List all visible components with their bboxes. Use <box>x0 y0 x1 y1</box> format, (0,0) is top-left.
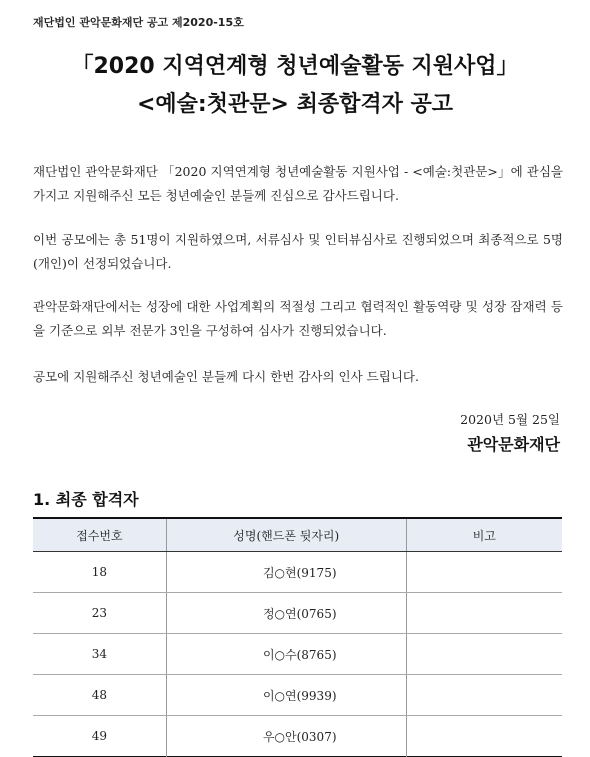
table-row <box>33 593 562 634</box>
note-cell <box>406 634 562 675</box>
paragraph-2: 이번 공모에는 총 51명이 지원하였으며, 서류심사 및 인터뷰심사로 진행되었으며 최종적으로 5명(개인)이 선정되었습니다. <box>33 232 563 271</box>
receipt-number-cell: 18 <box>33 552 166 593</box>
finalist-table <box>33 517 562 757</box>
header-receipt-number: 접수번호 <box>33 518 166 552</box>
name-cell: 김○현(9175) <box>166 552 406 593</box>
table-row <box>33 552 562 593</box>
receipt-number-cell: 34 <box>33 634 166 675</box>
header-note: 비고 <box>406 518 562 552</box>
header-name: 성명(핸드폰 뒷자리) <box>166 518 406 552</box>
title-line-1: 「2020 지역연계형 청년예술활동 지원사업」 <box>71 54 519 79</box>
notice-number: 재단법인 관악문화재단 공고 제2020-15호 <box>33 16 244 29</box>
receipt-number-cell: 23 <box>33 593 166 634</box>
notice-date: 2020년 5월 25일 <box>460 412 560 427</box>
name-cell: 이○수(8765) <box>166 634 406 675</box>
table-row <box>33 716 562 757</box>
note-cell <box>406 552 562 593</box>
note-cell <box>406 716 562 757</box>
title-line-2: <예술:첫관문> 최종합격자 공고 <box>136 92 453 117</box>
name-cell: 이○연(9939) <box>166 675 406 716</box>
paragraph-4: 공모에 지원해주신 청년예술인 분들께 다시 한번 감사의 인사 드립니다. <box>33 369 419 384</box>
organization-name: 관악문화재단 <box>467 435 560 454</box>
table-row <box>33 634 562 675</box>
section-title: 1. 최종 합격자 <box>33 490 139 509</box>
name-cell: 정○연(0765) <box>166 593 406 634</box>
paragraph-3: 관악문화재단에서는 성장에 대한 사업계획의 적절성 그리고 협력적인 활동역량 및 성장 잠재력 등을 기준으로 외부 전문가 3인을 구성하여 심사가 진행되었습니다. <box>33 299 563 338</box>
note-cell <box>406 675 562 716</box>
table-header-row <box>33 518 562 552</box>
table-row <box>33 675 562 716</box>
receipt-number-cell: 49 <box>33 716 166 757</box>
name-cell: 우○안(0307) <box>166 716 406 757</box>
receipt-number-cell: 48 <box>33 675 166 716</box>
note-cell <box>406 593 562 634</box>
paragraph-1: 재단법인 관악문화재단 「2020 지역연계형 청년예술활동 지원사업 - <예술:첫관문>」에 관심을 가지고 지원해주신 모든 청년예술인 분들께 진심으로 감사드립니다. <box>33 164 563 203</box>
